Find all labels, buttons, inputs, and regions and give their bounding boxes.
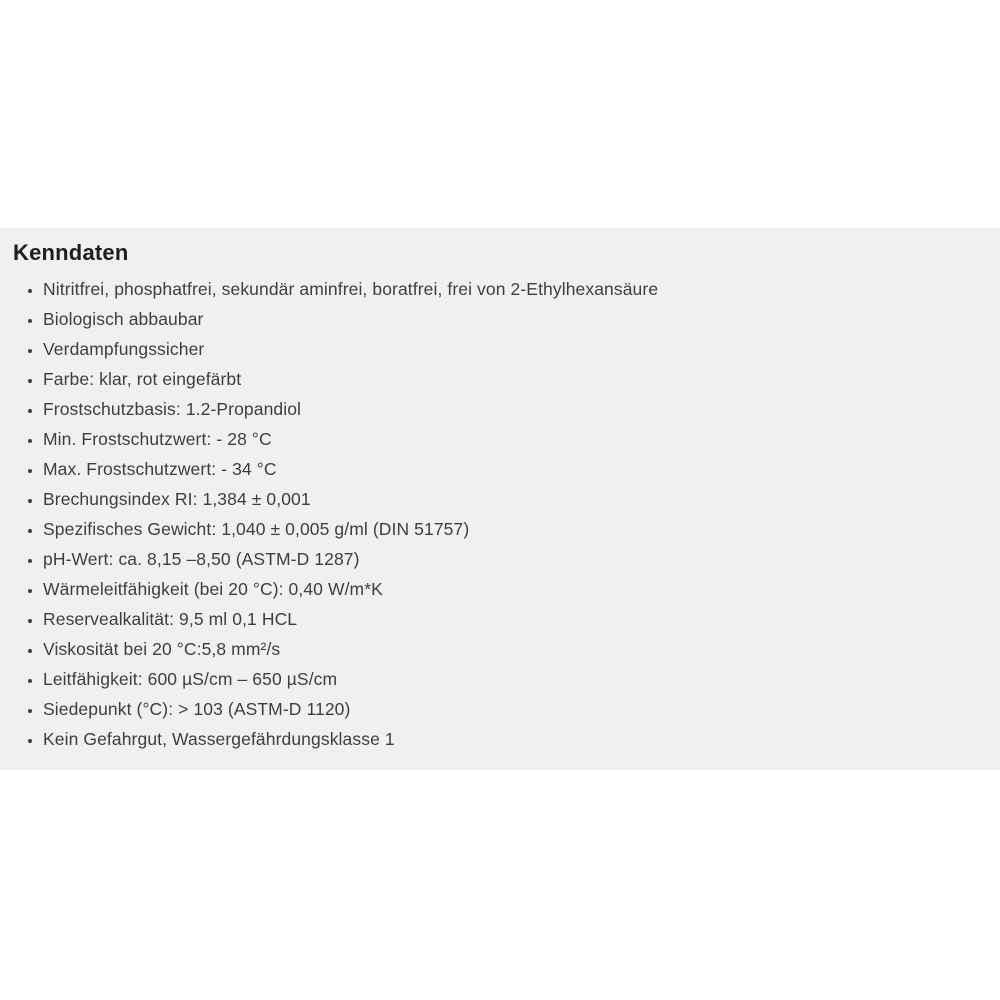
list-item: • Siedepunkt (°C): > 103 (ASTM-D 1120) [43,694,980,724]
list-item: • Brechungsindex RI: 1,384 ± 0,001 [43,484,980,514]
list-item: • Farbe: klar, rot eingefärbt [43,364,980,394]
list-item: • Min. Frostschutzwert: - 28 °C [43,424,980,454]
spec-list [13,274,980,754]
list-item: • Wärmeleitfähigkeit (bei 20 °C): 0,40 W/m*K [43,574,980,604]
list-item: • Viskosität bei 20 °C:5,8 mm²/s [43,634,980,664]
list-item: • pH-Wert: ca. 8,15 –8,50 (ASTM-D 1287) [43,544,980,574]
list-item: • Kein Gefahrgut, Wassergefährdungsklasse 1 [43,724,980,754]
list-item: • Verdampfungssicher [43,334,980,364]
section-title: Kenndaten [13,240,129,265]
list-item: • Frostschutzbasis: 1.2-Propandiol [43,394,980,424]
list-item: • Reservealkalität: 9,5 ml 0,1 HCL [43,604,980,634]
list-item: • Max. Frostschutzwert: - 34 °C [43,454,980,484]
list-item: • Leitfähigkeit: 600 µS/cm – 650 µS/cm [43,664,980,694]
list-item: • Nitritfrei, phosphatfrei, sekundär aminfrei, boratfrei, frei von 2-Ethylhexansäure [43,274,980,304]
list-item: • Spezifisches Gewicht: 1,040 ± 0,005 g/ml (DIN 51757) [43,514,980,544]
list-item: • Biologisch abbaubar [43,304,980,334]
kenndaten-section [0,228,1000,770]
